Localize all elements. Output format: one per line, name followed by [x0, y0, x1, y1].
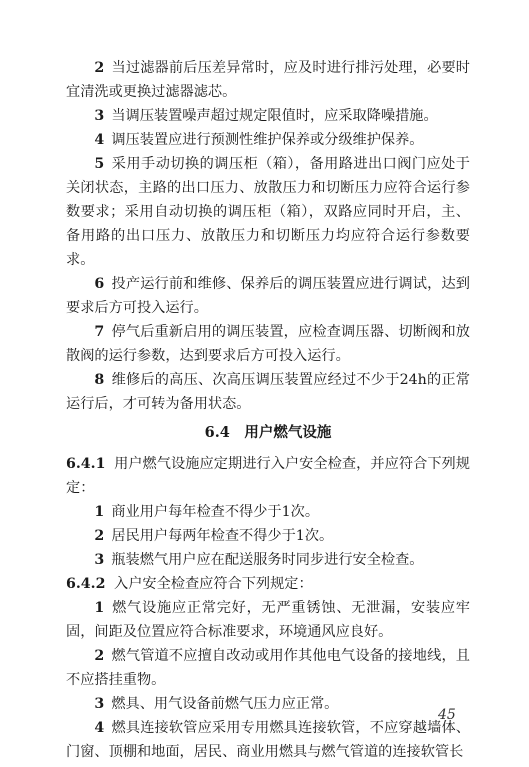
item-text: 当过滤器前后压差异常时，应及时进行排污处理，必要时宜清洗或更换过滤器滤芯。 [66, 60, 470, 100]
section-title: 用户燃气设施 [244, 424, 332, 441]
item-text: 燃具、用气设备前燃气压力应正常。 [111, 696, 339, 712]
list-item [66, 368, 470, 416]
item-text: 燃气管道不应擅自改动或用作其他电气设备的接地线，且不应搭挂重物。 [66, 648, 470, 688]
item-text: 当调压装置噪声超过规定限值时，应采取降噪措施。 [111, 108, 438, 124]
clause-text: 用户燃气设施应定期进行入户安全检查，并应符合下列规定： [66, 456, 470, 496]
item-text: 停气后重新启用的调压装置，应检查调压器、切断阀和放散阀的运行参数，达到要求后方可投入运行。 [66, 324, 470, 364]
list-item [66, 548, 470, 572]
item-number: 3 [94, 696, 105, 712]
item-number: 7 [94, 324, 105, 340]
list-item [66, 500, 470, 524]
item-number: 3 [94, 108, 105, 124]
item-text: 采用手动切换的调压柜（箱），备用路进出口阀门应处于关闭状态，主路的出口压力、放散压力和切断压力应符合运行参数要求；采用自动切换的调压柜（箱），双路应同时开启，主、备用路的出口压力、放散压力和切断压力均应符合运行参数要求。 [66, 156, 470, 268]
list-item [66, 128, 470, 152]
item-number: 6 [94, 276, 105, 292]
item-number: 4 [94, 720, 105, 736]
item-text: 燃气设施应正常完好，无严重锈蚀、无泄漏，安装应牢固，间距及位置应符合标准要求，环境通风应良好。 [66, 600, 470, 640]
list-item [66, 104, 470, 128]
item-text: 投产运行前和维修、保养后的调压装置应进行调试，达到要求后方可投入运行。 [66, 276, 470, 316]
item-text: 维修后的高压、次高压调压装置应经过不少于24h的正常运行后，才可转为备用状态。 [66, 372, 470, 412]
list-item [66, 692, 470, 716]
body-text [66, 56, 470, 764]
item-number: 1 [94, 600, 105, 616]
item-text: 调压装置应进行预测性维护保养或分级维护保养。 [111, 132, 424, 148]
list-item [66, 320, 470, 368]
clause-number: 6.4.2 [66, 576, 106, 592]
item-text: 燃具连接软管应采用专用燃具连接软管，不应穿越墙体、门窗、顶棚和地面，居民、商业用燃具与燃气管道的连接软管长 [66, 720, 470, 760]
list-item [66, 272, 470, 320]
clause [66, 572, 470, 596]
list-item [66, 524, 470, 548]
list-item [66, 152, 470, 272]
clause [66, 452, 470, 500]
clause-text: 入户安全检查应符合下列规定： [114, 576, 313, 592]
item-number: 2 [94, 528, 105, 544]
item-number: 2 [94, 648, 105, 664]
item-text: 瓶装燃气用户应在配送服务时同步进行安全检查。 [111, 552, 424, 568]
page-number: 45 [438, 707, 456, 723]
item-number: 2 [94, 60, 105, 76]
list-item [66, 716, 470, 764]
item-number: 4 [94, 132, 105, 148]
clause-number: 6.4.1 [66, 456, 106, 472]
section-number: 6.4 [204, 424, 230, 441]
item-number: 3 [94, 552, 105, 568]
list-item [66, 56, 470, 104]
item-number: 5 [94, 156, 105, 172]
item-text: 居民用户每两年检查不得少于1次。 [111, 528, 334, 544]
list-item [66, 644, 470, 692]
list-item [66, 596, 470, 644]
item-text: 商业用户每年检查不得少于1次。 [111, 504, 320, 520]
item-number: 1 [94, 504, 105, 520]
section-heading [66, 420, 470, 446]
item-number: 8 [94, 372, 105, 388]
